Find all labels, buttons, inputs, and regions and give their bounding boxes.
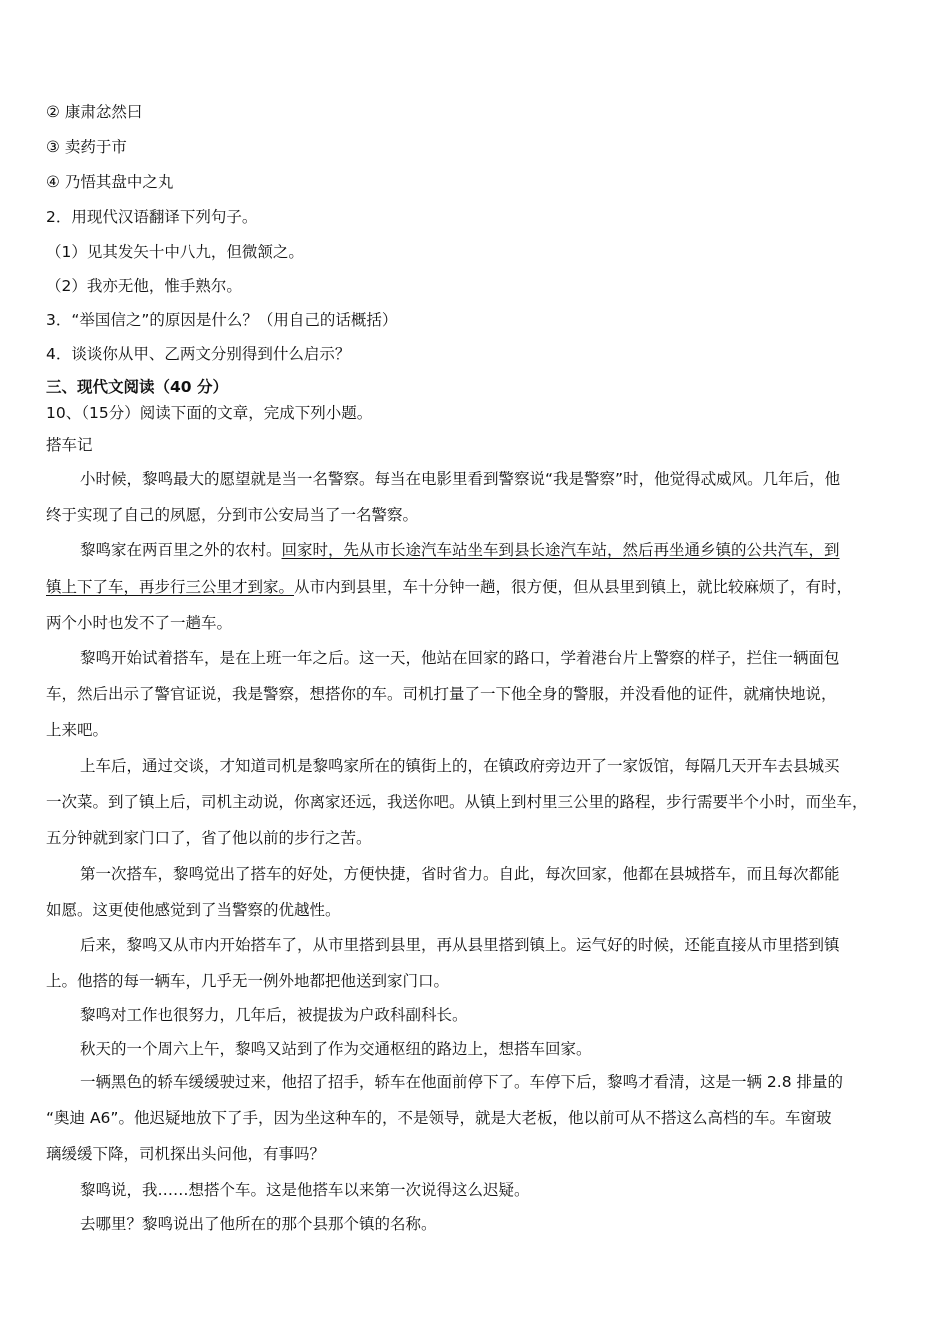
article-title: 搭车记 — [46, 436, 93, 454]
paragraph-line: 第一次搭车，黎鸣觉出了搭车的好处，方便快捷，省时省力。自此，每次回家，他都在县城搭车，而且每次都能 — [80, 865, 840, 883]
paragraph-line: 上。他搭的每一辆车，几乎无一例外地都把他送到家门口。 — [46, 972, 450, 990]
paragraph-line: 五分钟就到家门口了，省了他以前的步行之苦。 — [46, 829, 372, 847]
question-4: 4．谈谈你从甲、乙两文分别得到什么启示？ — [46, 345, 351, 363]
question-3: 3．“举国信之”的原因是什么？（用自己的话概括） — [46, 311, 398, 329]
paragraph-line: 一次菜。到了镇上后，司机主动说，你离家还远，我送你吧。从镇上到村里三公里的路程，步行需要半个小时，而坐车， — [46, 793, 868, 811]
paragraph-line: 去哪里？黎鸣说出了他所在的那个县那个镇的名称。 — [80, 1215, 437, 1233]
paragraph-line: 璃缓缓下降，司机探出头问他，有事吗？ — [46, 1145, 326, 1163]
paragraph-line: 两个小时也发不了一趟车。 — [46, 614, 233, 632]
question-10: 10、（15分）阅读下面的文章，完成下列小题。 — [46, 404, 373, 422]
paragraph-text: 黎鸣家在两百里之外的农村。 — [80, 541, 282, 559]
paragraph-line: 终于实现了自己的夙愿，分到市公安局当了一名警察。 — [46, 506, 419, 524]
underlined-sentence: 镇上下了车，再步行三公里才到家。 — [46, 578, 295, 596]
paragraph-line: 如愿。这更使他感觉到了当警察的优越性。 — [46, 901, 341, 919]
paragraph-line — [46, 577, 852, 597]
paragraph-line: 小时候，黎鸣最大的愿望就是当一名警察。每当在电影里看到警察说“我是警察”时，他觉得忒威风。几年后，他 — [80, 470, 841, 488]
sub-question-2: ② 康肃忿然曰 — [46, 103, 143, 121]
paragraph-line: 后来，黎鸣又从市内开始搭车了，从市里搭到县里，再从县里搭到镇上。运气好的时候，还能直接从市里搭到镇 — [80, 936, 840, 954]
paragraph-line: 秋天的一个周六上午，黎鸣又站到了作为交通枢纽的路边上，想搭车回家。 — [80, 1040, 592, 1058]
underlined-sentence: 回家时，先从市长途汽车站坐车到县长途汽车站，然后再坐通乡镇的公共汽车，到 — [281, 541, 840, 559]
paragraph-line: 一辆黑色的轿车缓缓驶过来，他招了招手，轿车在他面前停下了。车停下后，黎鸣才看清，这是一辆 2.8 排量的 — [80, 1073, 844, 1091]
paragraph-line: 黎鸣开始试着搭车，是在上班一年之后。这一天，他站在回家的路口，学着港台片上警察的样子，拦住一辆面包 — [80, 649, 840, 667]
question-2: 2．用现代汉语翻译下列句子。 — [46, 208, 258, 226]
sub-question-3: ③ 卖药于市 — [46, 138, 127, 156]
paragraph-line: 上来吧。 — [46, 721, 109, 739]
paragraph-line: 黎鸣说，我……想搭个车。这是他搭车以来第一次说得这么迟疑。 — [80, 1181, 530, 1199]
paragraph-line: “奥迪 A6”。他迟疑地放下了手，因为坐这种车的，不是领导，就是大老板，他以前可从不搭这么高档的车。车窗玻 — [46, 1109, 832, 1127]
paragraph-line: 黎鸣对工作也很努力，几年后，被提拔为户政科副科长。 — [80, 1006, 468, 1024]
section-heading: 三、现代文阅读（40 分） — [46, 378, 228, 396]
paragraph-line — [80, 540, 840, 560]
question-2-item-2: （2）我亦无他，惟手熟尔。 — [46, 277, 242, 295]
paragraph-line: 车，然后出示了警官证说，我是警察，想搭你的车。司机打量了一下他全身的警服，并没看他的证件，就痛快地说， — [46, 685, 837, 703]
paragraph-line: 上车后，通过交谈，才知道司机是黎鸣家所在的镇街上的，在镇政府旁边开了一家饭馆，每隔几天开车去县城买 — [80, 757, 840, 775]
question-2-item-1: （1）见其发矢十中八九，但微颔之。 — [46, 243, 304, 261]
paragraph-text: 从市内到县里，车十分钟一趟，很方便，但从县里到镇上，就比较麻烦了，有时， — [294, 578, 853, 596]
sub-question-4: ④ 乃悟其盘中之丸 — [46, 173, 174, 191]
